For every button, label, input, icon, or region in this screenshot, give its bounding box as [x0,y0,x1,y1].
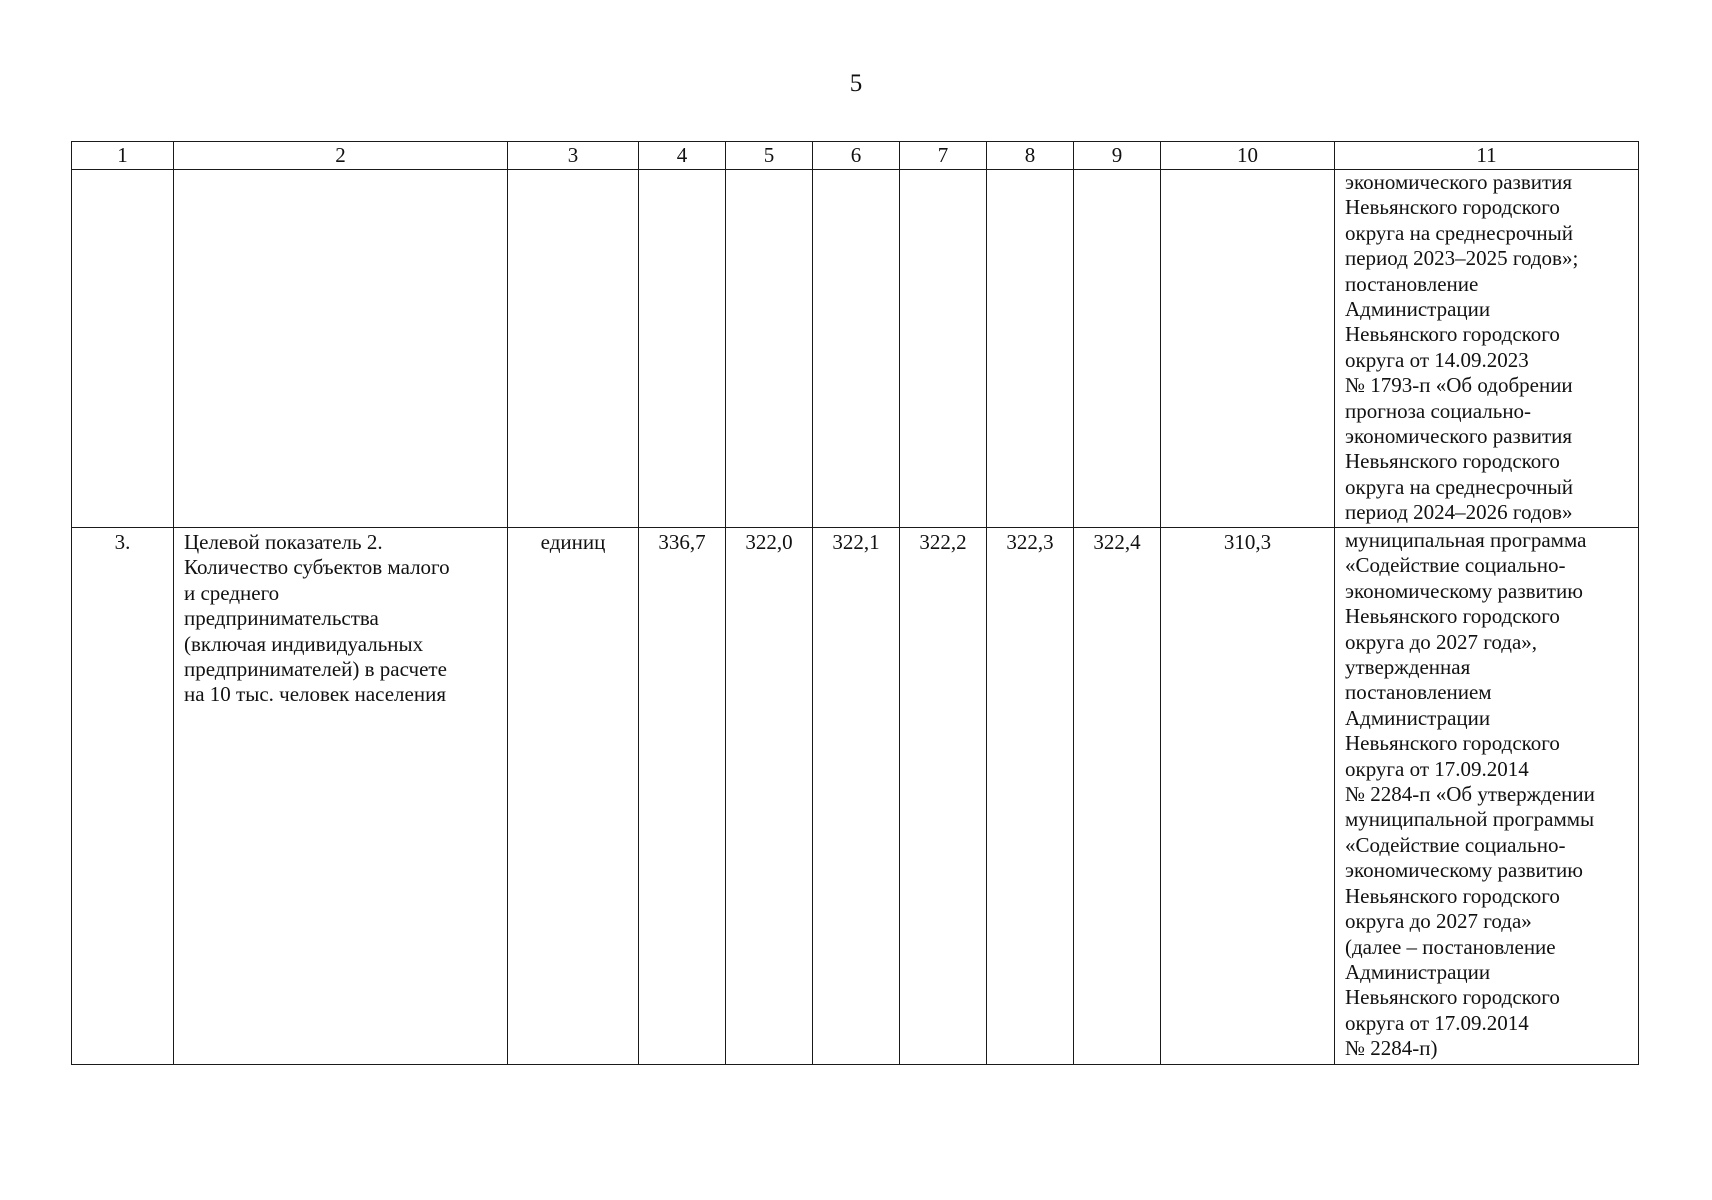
column-header: 7 [900,142,987,170]
unit-of-measure: единиц [540,530,606,554]
column-header: 10 [1161,142,1335,170]
table-cell [726,528,813,1065]
table-cell [639,170,726,528]
source-document-text: муниципальная программа «Содействие социально- экономическому развитию Невьянского городского округа до 2027 года», утвержденная постановлением Администрации Невьянского городского округа от 17.09.2014 № 2284-п «Об утверждении муниципальной программы «Содействие социально- экономическому развитию Невьянского городского округа до 2027 года» (далее – постановление Администрации Невьянского городского округа от 17.09.2014 № 2284-п) [1345,528,1595,1061]
value-col5: 322,0 [745,530,793,554]
column-header: 5 [726,142,813,170]
column-header: 3 [508,142,639,170]
table-cell [987,528,1074,1065]
value-col8: 322,3 [1006,530,1054,554]
table-cell [813,170,900,528]
table-cell [900,170,987,528]
table-cell [174,528,508,1065]
value-col9: 322,4 [1093,530,1141,554]
table-cell [987,170,1074,528]
row-number: 3. [114,530,131,554]
table-row-continuation [72,170,1639,528]
table-cell [726,170,813,528]
value-col6: 322,1 [832,530,880,554]
table-cell [72,528,174,1065]
column-number-header-row [72,142,1639,170]
table-cell [900,528,987,1065]
column-header: 1 [72,142,174,170]
table-cell [1335,170,1639,528]
table-cell [1074,170,1161,528]
column-header: 8 [987,142,1074,170]
column-header: 9 [1074,142,1161,170]
table-cell [174,170,508,528]
table-row-indicator-2 [72,528,1639,1065]
column-header: 2 [174,142,508,170]
indicator-name: Целевой показатель 2. Количество субъектов малого и среднего предпринимательства (включая индивидуальных предпринимателей) в расчете на 10 тыс. человек населения [184,530,450,707]
table-cell [1161,170,1335,528]
column-header: 11 [1335,142,1639,170]
table-cell [72,170,174,528]
table-cell [813,528,900,1065]
value-col10: 310,3 [1223,530,1272,554]
source-document-text: экономического развития Невьянского городского округа на среднесрочный период 2023–2025 годов»; постановление Администрации Невьянского городского округа от 14.09.2023 № 1793-п «Об одобрении прогноза социально- экономического развития Невьянского городского округа на среднесрочный период 2024–2026 годов» [1345,170,1579,525]
table-cell [508,528,639,1065]
value-col7: 322,2 [919,530,967,554]
table-cell [639,528,726,1065]
table-cell [1335,528,1639,1065]
indicators-table [71,141,1639,1065]
column-header: 6 [813,142,900,170]
column-header: 4 [639,142,726,170]
value-col4: 336,7 [658,530,706,554]
table-cell [508,170,639,528]
table-cell [1074,528,1161,1065]
page-number: 5 [849,70,863,97]
table-cell [1161,528,1335,1065]
